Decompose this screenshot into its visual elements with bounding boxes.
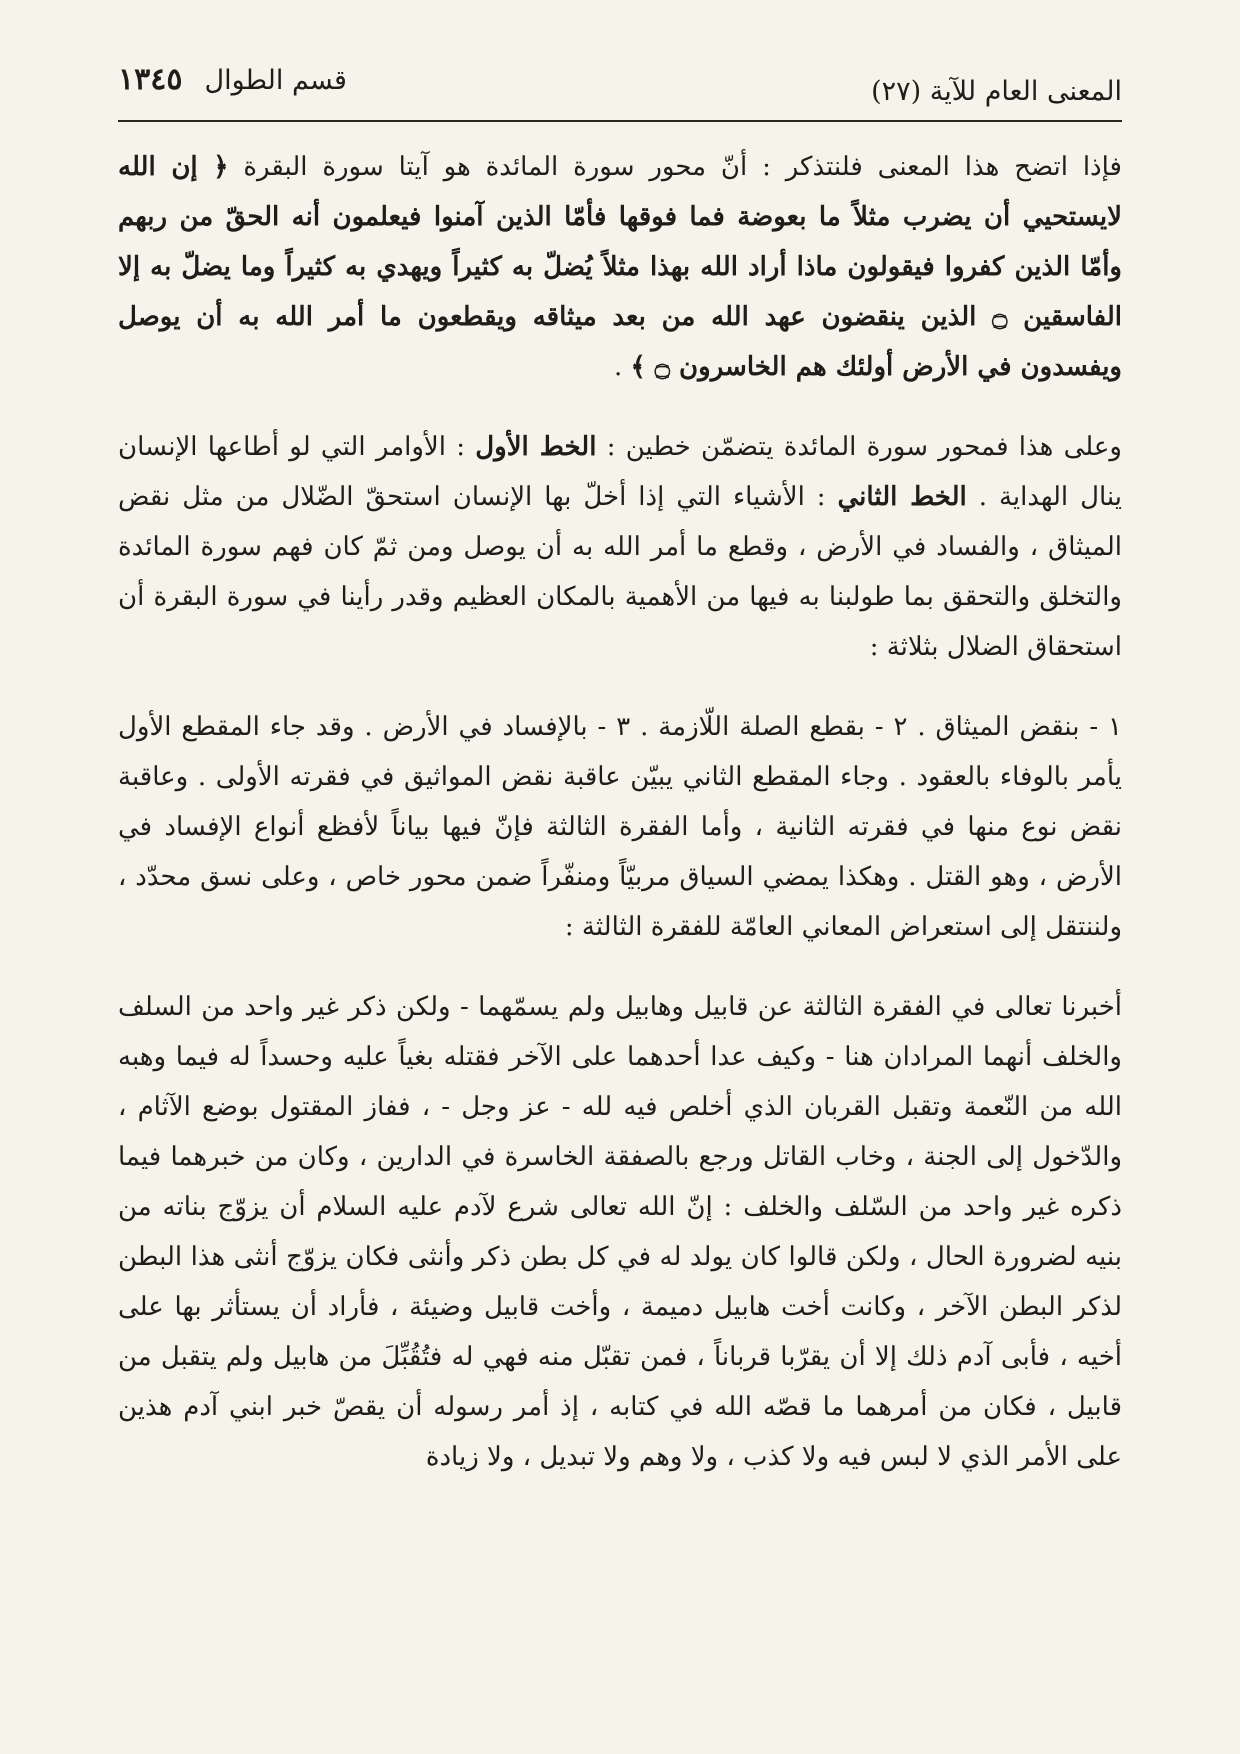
term-second-line: الخط الثاني bbox=[837, 482, 967, 512]
header-rule bbox=[118, 120, 1122, 122]
header-part-title: قسم الطوال bbox=[204, 65, 347, 96]
paragraph-1 bbox=[118, 142, 1122, 392]
header-section-title: المعنى العام للآية (٢٧) bbox=[871, 76, 1122, 107]
paragraph-2 bbox=[118, 422, 1122, 672]
paragraph-1-end: . bbox=[613, 352, 631, 382]
header-left bbox=[118, 62, 347, 97]
paragraph-4: أخبرنا تعالى في الفقرة الثالثة عن قابيل وهابيل ولم يسمّهما - ولكن ذكر غير واحد من السلف والخلف أنهما المرادان هنا - وكيف عدا أحدهما على الآخر فقتله بغياً عليه وحسداً له فيما وهبه الله من النّعمة وتقبل القربان الذي أخلص فيه لله - عز وجل - ، ففاز المقتول بوضع الآثام ، والدّخول إلى الجنة ، وخاب القاتل ورجع بالصفقة الخاسرة في الدارين ، وكان من خبرهما فيما ذكره غير واحد من السّلف والخلف : إنّ الله تعالى شرع لآدم عليه السلام أن يزوّج بناته من بنيه لضرورة الحال ، ولكن قالوا كان يولد له في كل بطن ذكر وأنثى فكان يزوّج أنثى هذا البطن لذكر البطن الآخر ، وكانت أخت هابيل دميمة ، وأخت قابيل وضيئة ، فأراد أن يستأثر بها على أخيه ، فأبى آدم ذلك إلا أن يقرّبا قرباناً ، فمن تقبّل منه فهي له فتُقُبِّلَ من هابيل ولم يتقبل من قابيل ، فكان من أمرهما ما قصّه الله في كتابه ، إذ أمر رسوله أن يقصّ خبر ابني آدم هذين على الأمر الذي لا لبس فيه ولا كذب ، ولا وهم ولا تبديل ، ولا زيادة bbox=[118, 992, 1122, 1472]
paragraph-2-part-b: : الأوامر التي لو أطاعها الإنسان ينال الهداية . bbox=[118, 432, 1122, 512]
running-header bbox=[118, 62, 1122, 106]
term-first-line: الخط الأول bbox=[475, 432, 597, 462]
paragraph-1-intro: فإذا اتضح هذا المعنى فلنتذكر : أنّ محور سورة المائدة هو آيتا سورة البقرة bbox=[228, 152, 1122, 182]
page-number: ١٣٤٥ bbox=[118, 62, 183, 97]
quranic-verse: ﴿ إن الله لايستحيي أن يضرب مثلاً ما بعوضة فما فوقها فأمّا الذين آمنوا فيعلمون أنه الحقّ من ربهم وأمّا الذين كفروا فيقولون ماذا أراد الله بهذا مثلاً يُضلّ به كثيراً ويهدي به كثيراً وما يضلّ به إلا الفاسقين ۝ الذين ينقضون عهد الله من بعد ميثاقه ويقطعون ما أمر الله به أن يوصل ويفسدون في الأرض أولئك هم الخاسرون ۝ ﴾ bbox=[118, 152, 1122, 382]
paragraph-3: ١ - بنقض الميثاق . ٢ - بقطع الصلة اللّازمة . ٣ - بالإفساد في الأرض . وقد جاء المقطع الأول يأمر بالوفاء بالعقود . وجاء المقطع الثاني يبيّن عاقبة نقض المواثيق في فقرته الأولى . وعاقبة نقض نوع منها في فقرته الثانية ، وأما الفقرة الثالثة فإنّ فيها بياناً لأفظع أنواع الإفساد في الأرض ، وهو القتل . وهكذا يمضي السياق مربيّاً ومنفّراً ضمن محور خاص ، وعلى نسق محدّد ، ولننتقل إلى استعراض المعاني العامّة للفقرة الثالثة : bbox=[118, 712, 1122, 942]
paragraph-2-part-c: : الأشياء التي إذا أخلّ بها الإنسان استحقّ الضّلال من مثل نقض الميثاق ، والفساد في الأرض ، وقطع ما أمر الله به أن يوصل ومن ثمّ كان فهم سورة المائدة والتخلق والتحقق بما طولبنا به فيها من الأهمية بالمكان العظيم وقدر رأينا في سورة البقرة أن استحقاق الضلال بثلاثة : bbox=[118, 482, 1122, 662]
paragraph-2-part-a: وعلى هذا فمحور سورة المائدة يتضمّن خطين : bbox=[596, 432, 1122, 462]
